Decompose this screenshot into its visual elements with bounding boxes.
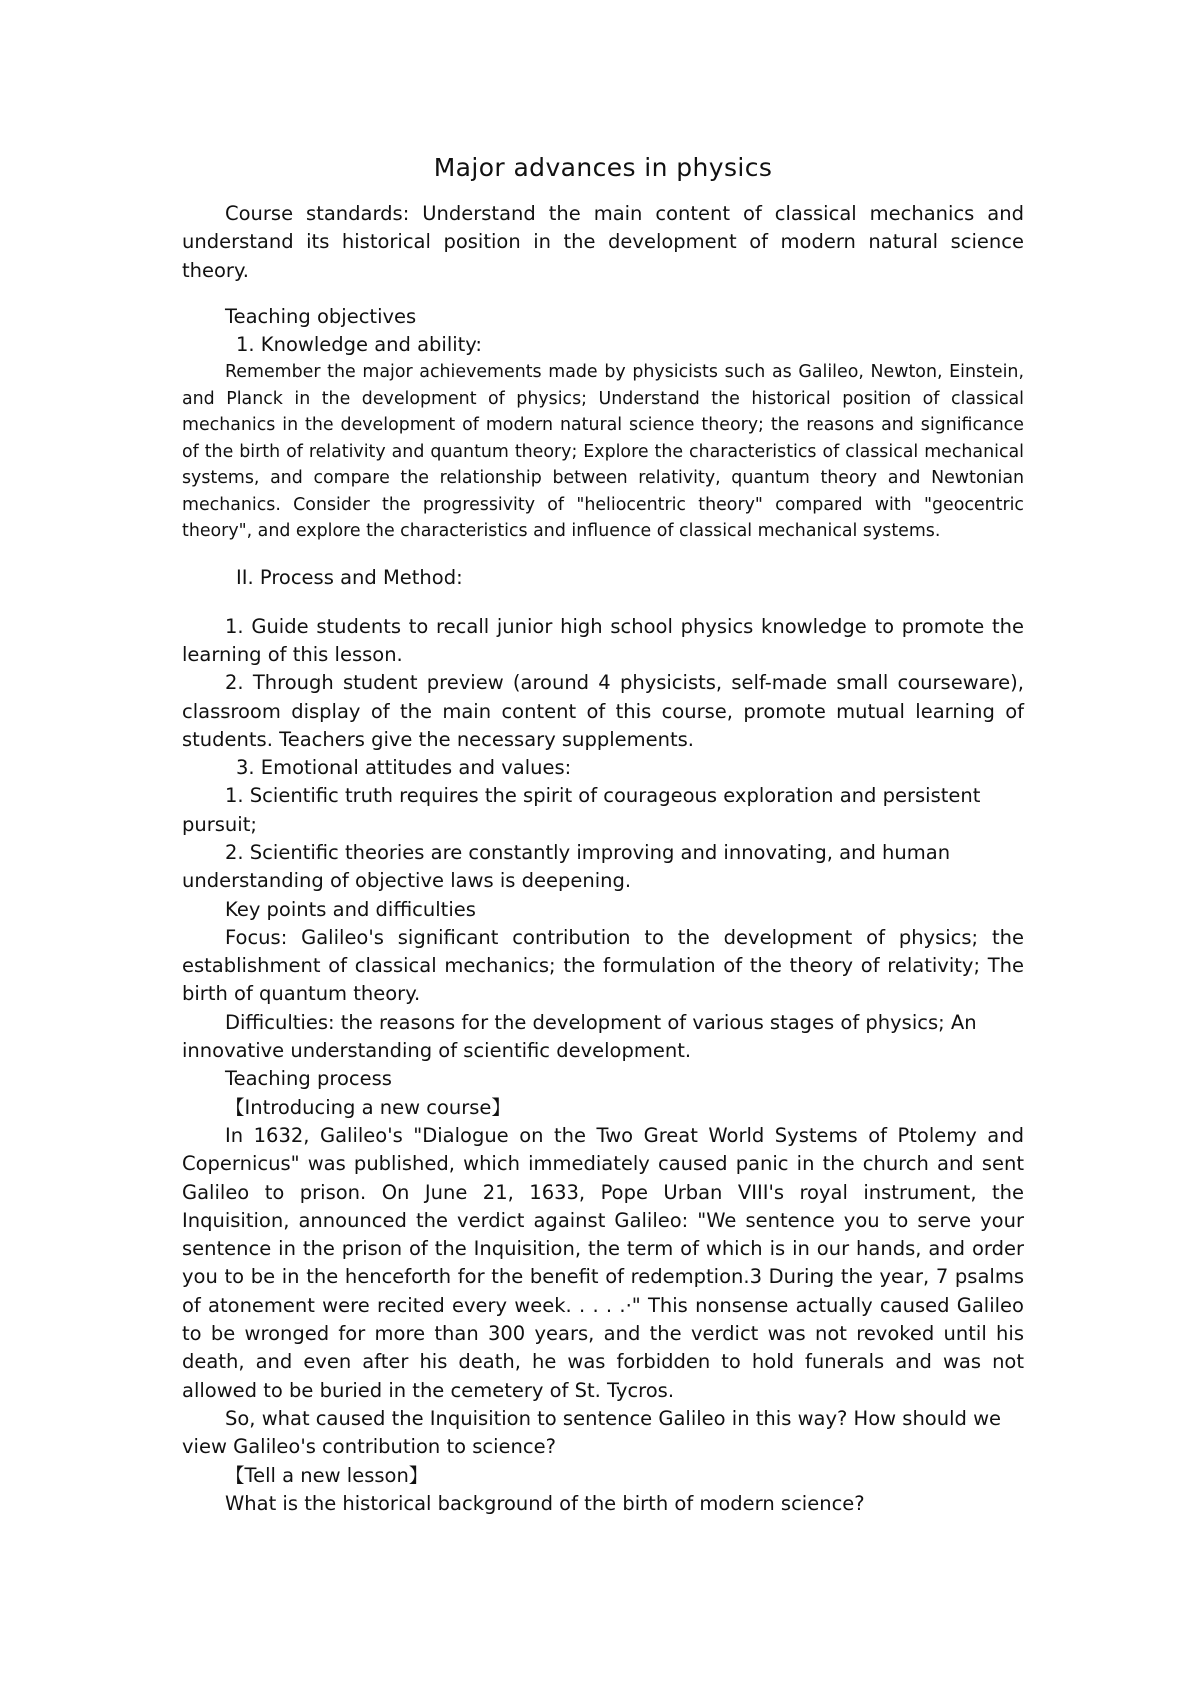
tell-heading: 【Tell a new lesson】 — [225, 1463, 429, 1487]
process-item: 1. Guide students to recall junior high school physics knowledge to promote the learning of this lesson. — [182, 614, 1024, 666]
process-heading: II. Process and Method: — [236, 566, 463, 590]
knowledge-body: Remember the major achievements made by physicists such as Galileo, Newton, Einstein, and Planck in the development of physics; Understand the historical position of classical mechanics in the development of modern natural science theory; the reasons and significance of the birth of relativity and quantum theory; Explore the characteristics of classical mechanical systems, and compare the relationship between relativity, quantum theory and Newtonian mechanics. Consider the progressivity of "heliocentric theory" compared with "geocentric theory", and explore the characteristics and influence of classical mechanical systems. — [182, 362, 1024, 541]
teaching-process-heading: Teaching process — [225, 1067, 392, 1091]
emotional-heading: 3. Emotional attitudes and values: — [236, 756, 572, 780]
course-standards: Course standards: Understand the main content of classical mechanics and understand its historical position in the development of modern natural science theory. — [182, 202, 1024, 282]
intro-heading: 【Introducing a new course】 — [225, 1095, 511, 1119]
document-page — [182, 150, 1024, 1518]
difficulties-text: Difficulties: the reasons for the development of various stages of physics; An innovative understanding of scientific development. — [182, 1010, 977, 1063]
last-question: What is the historical background of the birth of modern science? — [225, 1491, 865, 1515]
page-title: Major advances in physics — [433, 153, 773, 182]
intro-body: In 1632, Galileo's "Dialogue on the Two Great World Systems of Ptolemy and Copernicus" was published, which immediately caused panic in the church and sent Galileo to prison. On June 21, 1633, Pope Urban VIII's royal instrument, the Inquisition, announced the verdict against Galileo: "We sentence you to serve your sentence in the prison of the Inquisition, the term of which is in our hands, and order you to be in the henceforth for the benefit of redemption.3 During the year, 7 psalms of atonement were recited every week. . . . .·" This nonsense actually caused Galileo to be wronged for more than 300 years, and the verdict was not revoked until his death, and even after his death, he was forbidden to hold funerals and was not allowed to be buried in the cemetery of St. Tycros. — [182, 1123, 1024, 1402]
emotional-item: 2. Scientific theories are constantly improving and innovating, and human understanding of objective laws is deepening. — [182, 841, 951, 893]
question-text: So, what caused the Inquisition to sentence Galileo in this way? How should we view Galileo's contribution to science? — [182, 1406, 1002, 1459]
key-points-heading: Key points and difficulties — [225, 897, 476, 921]
knowledge-heading: 1. Knowledge and ability: — [236, 333, 482, 357]
emotional-item: 1. Scientific truth requires the spirit of courageous exploration and persistent pursuit; — [182, 784, 981, 836]
process-item: 2. Through student preview (around 4 physicists, self-made small courseware), classroom display of the main content of this course, promote mutual learning of students. Teachers give the necessary supplements. — [182, 671, 1024, 751]
focus-text: Focus: Galileo's significant contribution to the development of physics; the establishment of classical mechanics; the formulation of the theory of relativity; The birth of quantum theory. — [182, 925, 1024, 1006]
teaching-objectives-heading: Teaching objectives — [225, 304, 417, 328]
